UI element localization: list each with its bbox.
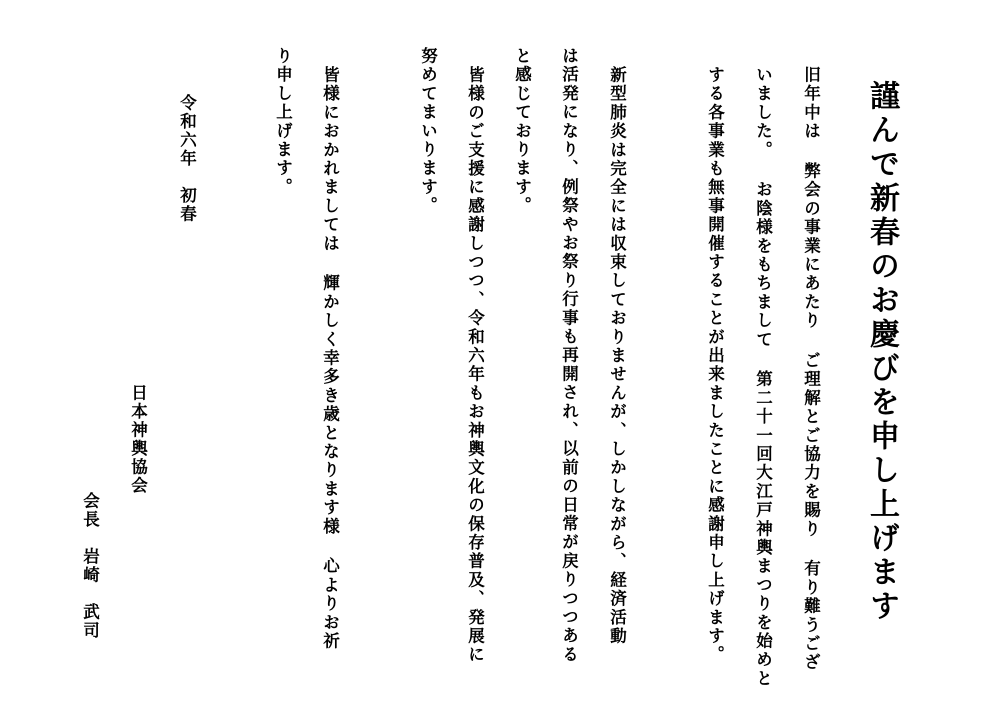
body-line: 努めてまいります。 (418, 47, 438, 216)
body-line: 皆様のご支援に感謝しつつ、令和六年もお神輿文化の保存普及、発展に (465, 66, 485, 665)
date-line: 令和六年 初春 (177, 94, 197, 224)
body-line: する各事業も無事開催することが出来ましたことに感謝申し上げます。 (705, 66, 725, 665)
body-line: は活発になり、例祭やお祭り行事も再開され、以前の日常が戻りつつある (559, 47, 579, 665)
body-line: 新型肺炎は完全には収束しておりませんが、しかしながら、経済活動 (607, 66, 627, 646)
body-line: いました。 お陰様をもちまして 第二十一回大江戸神輿まつりを始めと (753, 66, 773, 689)
letter-title: 謹んで新春のお慶びを申し上げます (864, 80, 899, 624)
body-line: 皆様におかれましては 輝かしく幸多き歳となります様 心よりお祈 (320, 66, 340, 651)
body-line: り申し上げます。 (273, 47, 293, 197)
organization-name: 日本神輿協会 (128, 384, 148, 495)
body-line: と感じております。 (512, 47, 532, 216)
body-line: 旧年中は 弊会の事業にあたり ご理解とご協力を賜り 有り難うござ (801, 66, 821, 672)
signatory-name: 会長 岩崎 武司 (80, 492, 100, 640)
